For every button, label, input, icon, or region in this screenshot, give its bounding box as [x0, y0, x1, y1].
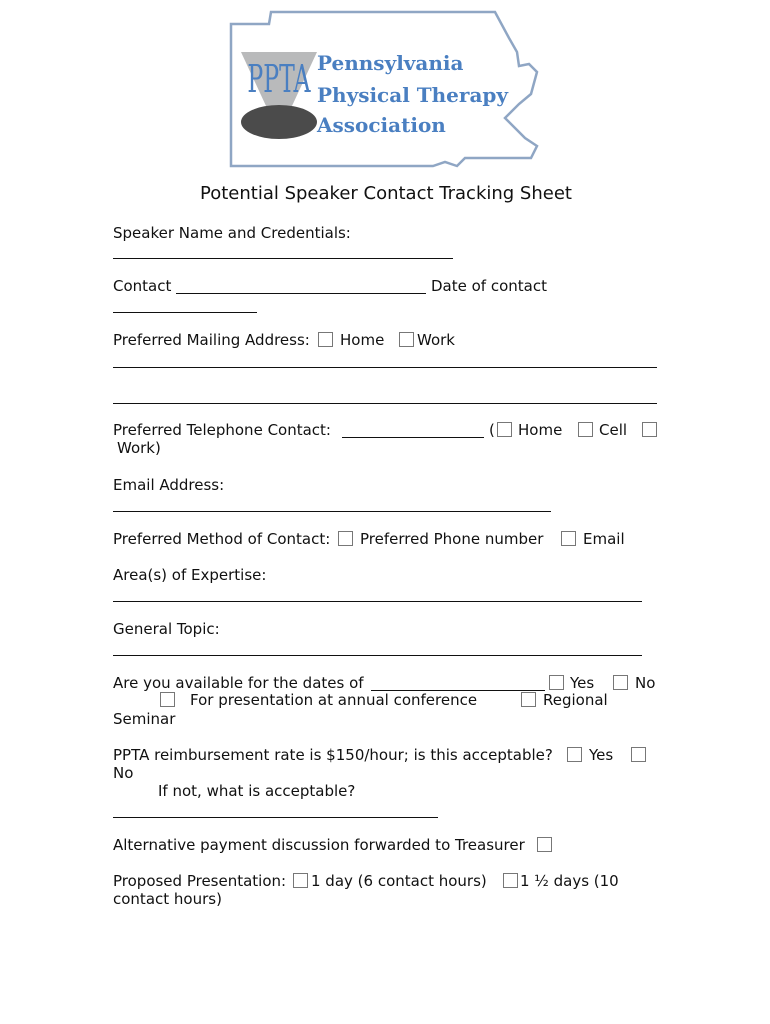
- availability-label: Are you available for the dates of: [113, 674, 364, 692]
- annual-conference-checkbox[interactable]: [160, 692, 175, 707]
- telephone-work-label: Work): [117, 439, 161, 457]
- proposed-presentation-label: Proposed Presentation:: [113, 872, 287, 890]
- contact-label: Contact: [113, 277, 172, 295]
- reimbursement-no-label: No: [113, 764, 134, 782]
- telephone-home-label: Home: [518, 421, 563, 439]
- reimbursement-no-checkbox[interactable]: [631, 747, 646, 762]
- ppta-oval-mark: [241, 105, 317, 139]
- alternative-payment-checkbox[interactable]: [537, 837, 552, 852]
- speaker-name-field[interactable]: [113, 258, 453, 259]
- contact-field[interactable]: [176, 293, 426, 294]
- reimbursement-yes-label: Yes: [589, 746, 614, 764]
- expertise-label: Area(s) of Expertise:: [113, 566, 267, 584]
- one-day-checkbox[interactable]: [293, 873, 308, 888]
- logo-line-1: Pennsylvania: [317, 51, 464, 75]
- mailing-work-checkbox[interactable]: [399, 332, 414, 347]
- telephone-work-checkbox[interactable]: [642, 422, 657, 437]
- mailing-work-label: Work: [417, 331, 455, 349]
- expertise-field[interactable]: [113, 601, 642, 602]
- availability-no-checkbox[interactable]: [613, 675, 628, 690]
- telephone-cell-checkbox[interactable]: [578, 422, 593, 437]
- regional-checkbox[interactable]: [521, 692, 536, 707]
- telephone-label: Preferred Telephone Contact:: [113, 421, 331, 439]
- ppta-logo: [225, 8, 545, 168]
- one-half-day-checkbox[interactable]: [503, 873, 518, 888]
- method-email-label: Email: [583, 530, 625, 548]
- method-phone-checkbox[interactable]: [338, 531, 353, 546]
- method-phone-label: Preferred Phone number: [360, 530, 544, 548]
- mailing-address-line-2[interactable]: [113, 403, 657, 404]
- seminar-label: Seminar: [113, 710, 176, 728]
- regional-label: Regional: [543, 691, 608, 709]
- telephone-paren: (: [489, 421, 495, 439]
- annual-conference-label: For presentation at annual conference: [190, 691, 478, 709]
- ppta-acronym: PPTA: [247, 58, 311, 102]
- if-not-label: If not, what is acceptable?: [158, 782, 356, 800]
- page-title: Potential Speaker Contact Tracking Sheet: [200, 183, 572, 204]
- method-email-checkbox[interactable]: [561, 531, 576, 546]
- logo-line-2: Physical Therapy: [317, 83, 509, 107]
- mailing-home-label: Home: [340, 331, 385, 349]
- telephone-field[interactable]: [342, 437, 484, 438]
- logo-line-3: Association: [317, 113, 446, 137]
- mailing-home-checkbox[interactable]: [318, 332, 333, 347]
- telephone-cell-label: Cell: [599, 421, 628, 439]
- reimbursement-label: PPTA reimbursement rate is $150/hour; is this acceptable?: [113, 746, 553, 764]
- acceptable-rate-field[interactable]: [113, 817, 438, 818]
- one-half-day-label: 1 ½ days (10: [520, 872, 619, 890]
- availability-yes-checkbox[interactable]: [549, 675, 564, 690]
- contact-method-label: Preferred Method of Contact:: [113, 530, 331, 548]
- email-label: Email Address:: [113, 476, 225, 494]
- alternative-payment-label: Alternative payment discussion forwarded to Treasurer: [113, 836, 525, 854]
- speaker-name-label: Speaker Name and Credentials:: [113, 224, 351, 242]
- date-of-contact-field[interactable]: [113, 312, 257, 313]
- telephone-home-checkbox[interactable]: [497, 422, 512, 437]
- contact-hours-label: contact hours): [113, 890, 222, 908]
- mailing-address-line-1[interactable]: [113, 367, 657, 368]
- topic-field[interactable]: [113, 655, 642, 656]
- one-day-label: 1 day (6 contact hours): [311, 872, 487, 890]
- availability-no-label: No: [635, 674, 656, 692]
- availability-yes-label: Yes: [570, 674, 595, 692]
- topic-label: General Topic:: [113, 620, 220, 638]
- mailing-address-label: Preferred Mailing Address:: [113, 331, 310, 349]
- reimbursement-yes-checkbox[interactable]: [567, 747, 582, 762]
- date-of-contact-label: Date of contact: [431, 277, 547, 295]
- email-field[interactable]: [113, 511, 551, 512]
